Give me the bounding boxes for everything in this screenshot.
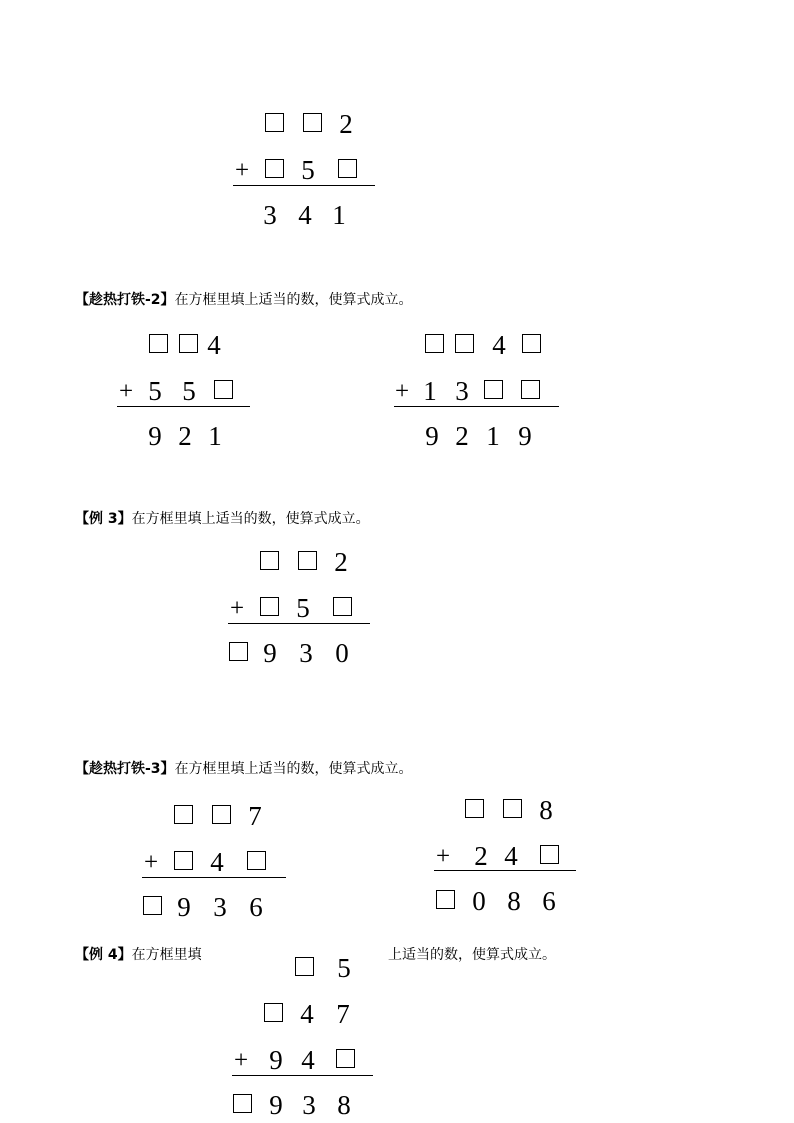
digit: 1 [208, 420, 222, 451]
answer-box[interactable] [338, 159, 357, 178]
heading-text: 在方框里填上适当的数，使算式成立。 [174, 292, 413, 308]
answer-box[interactable] [455, 334, 474, 353]
digit: 1 [332, 199, 346, 230]
digit: 7 [336, 998, 350, 1029]
heading-tag: 【趁热打铁-2】 [75, 292, 175, 308]
answer-box[interactable] [174, 805, 193, 824]
answer-box[interactable] [336, 1049, 355, 1068]
sum-line [394, 406, 559, 407]
digit: 4 [300, 998, 314, 1029]
digit: 9 [263, 637, 277, 668]
answer-box[interactable] [149, 334, 168, 353]
answer-box[interactable] [465, 799, 484, 818]
heading-text: 在方框里填 [131, 947, 202, 963]
plus-sign: + [435, 842, 451, 870]
digit: 3 [455, 375, 469, 406]
answer-box[interactable] [303, 113, 322, 132]
digit: 4 [210, 846, 224, 877]
answer-box[interactable] [425, 334, 444, 353]
plus-sign: + [143, 848, 159, 876]
digit: 3 [299, 637, 313, 668]
answer-box[interactable] [260, 551, 279, 570]
sum-line [228, 623, 370, 624]
answer-box[interactable] [264, 1003, 283, 1022]
plus-sign: + [394, 377, 410, 405]
answer-box[interactable] [247, 851, 266, 870]
answer-box[interactable] [229, 642, 248, 661]
digit: 0 [472, 885, 486, 916]
digit: 0 [335, 637, 349, 668]
answer-box[interactable] [143, 896, 162, 915]
digit: 9 [518, 420, 532, 451]
answer-box[interactable] [484, 380, 503, 399]
digit: 5 [182, 375, 196, 406]
digit: 8 [539, 794, 553, 825]
digit: 9 [269, 1089, 283, 1120]
digit: 7 [248, 800, 262, 831]
digit: 4 [504, 840, 518, 871]
sum-line [142, 877, 286, 878]
digit: 9 [177, 891, 191, 922]
digit: 1 [486, 420, 500, 451]
answer-box[interactable] [212, 805, 231, 824]
digit: 4 [301, 1044, 315, 1075]
plus-sign: + [233, 1046, 249, 1074]
sum-line [232, 1075, 373, 1076]
plus-sign: + [234, 156, 250, 184]
heading-example-3 [75, 508, 370, 528]
digit: 2 [455, 420, 469, 451]
digit: 3 [213, 891, 227, 922]
digit: 1 [423, 375, 437, 406]
answer-box[interactable] [522, 334, 541, 353]
digit: 2 [474, 840, 488, 871]
digit: 4 [207, 329, 221, 360]
digit: 2 [334, 546, 348, 577]
digit: 4 [298, 199, 312, 230]
digit: 3 [263, 199, 277, 230]
digit: 8 [507, 885, 521, 916]
digit: 5 [148, 375, 162, 406]
sum-line [434, 870, 576, 871]
heading-practice-2 [75, 289, 413, 309]
answer-box[interactable] [260, 597, 279, 616]
answer-box[interactable] [521, 380, 540, 399]
digit: 5 [296, 592, 310, 623]
answer-box[interactable] [174, 851, 193, 870]
plus-sign: + [229, 594, 245, 622]
digit: 8 [337, 1089, 351, 1120]
answer-box[interactable] [436, 890, 455, 909]
answer-box[interactable] [265, 113, 284, 132]
digit: 5 [301, 154, 315, 185]
digit: 9 [425, 420, 439, 451]
answer-box[interactable] [214, 380, 233, 399]
heading-text: 在方框里填上适当的数，使算式成立。 [131, 511, 370, 527]
answer-box[interactable] [295, 957, 314, 976]
heading-tag: 【例 3】 [75, 511, 132, 527]
digit: 2 [178, 420, 192, 451]
answer-box[interactable] [265, 159, 284, 178]
digit: 6 [249, 891, 263, 922]
digit: 2 [339, 108, 353, 139]
heading-example-4-end [388, 944, 556, 964]
heading-tag: 【例 4】 [75, 947, 132, 963]
answer-box[interactable] [540, 845, 559, 864]
answer-box[interactable] [298, 551, 317, 570]
heading-text: 在方框里填上适当的数，使算式成立。 [174, 761, 413, 777]
digit: 5 [337, 952, 351, 983]
heading-tag: 【趁热打铁-3】 [75, 761, 175, 777]
digit: 9 [148, 420, 162, 451]
digit: 6 [542, 885, 556, 916]
sum-line [117, 406, 250, 407]
heading-example-4-start [75, 944, 202, 964]
plus-sign: + [118, 377, 134, 405]
answer-box[interactable] [179, 334, 198, 353]
heading-practice-3 [75, 758, 413, 778]
digit: 4 [492, 329, 506, 360]
answer-box[interactable] [503, 799, 522, 818]
digit: 3 [302, 1089, 316, 1120]
heading-text: 上适当的数，使算式成立。 [388, 947, 556, 963]
answer-box[interactable] [333, 597, 352, 616]
sum-line [233, 185, 375, 186]
digit: 9 [269, 1044, 283, 1075]
answer-box[interactable] [233, 1094, 252, 1113]
